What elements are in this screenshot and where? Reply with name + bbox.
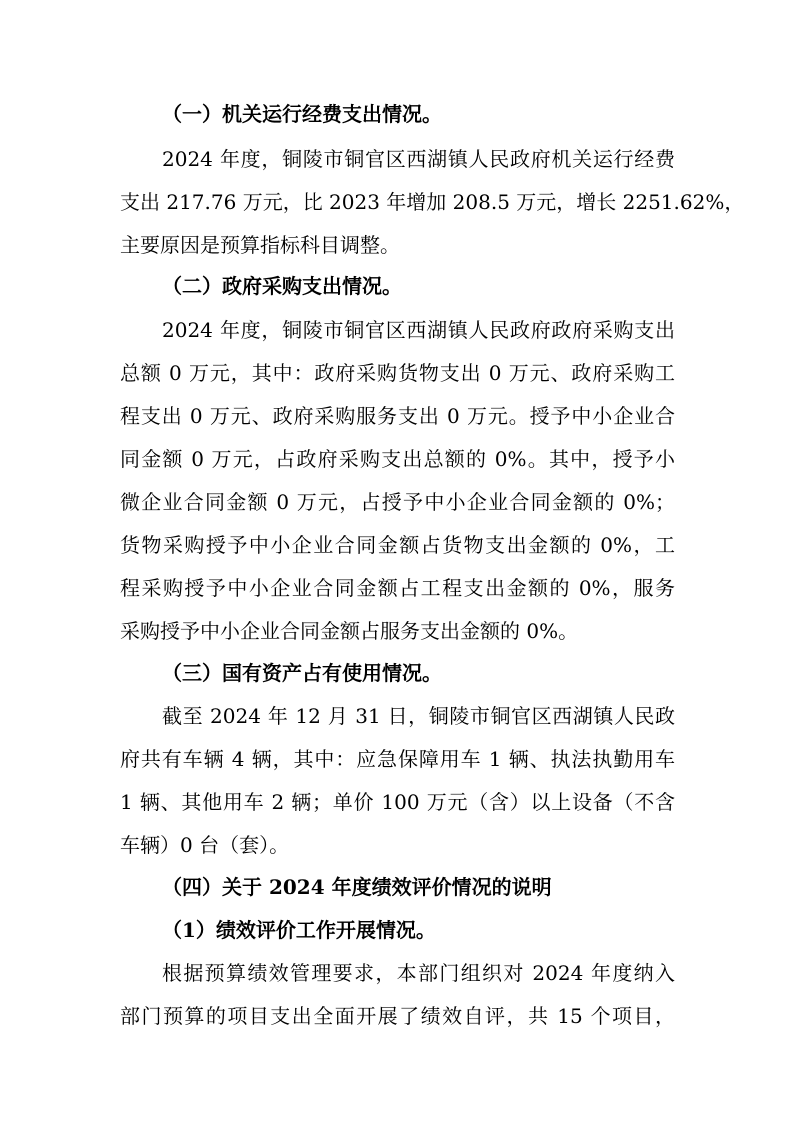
paragraph-line: 同金额 0 万元，占政府采购支出总额的 0%。其中，授予小 [120, 447, 675, 471]
paragraph-line: 程采购授予中小企业合同金额占工程支出金额的 0%，服务 [120, 576, 675, 600]
paragraph-line: 采购授予中小企业合同金额占服务支出金额的 0%。 [120, 619, 579, 643]
section-1-heading: （一）机关运行经费支出情况。 [162, 102, 442, 126]
paragraph-line: 部门预算的项目支出全面开展了绩效自评，共 15 个项目， [120, 1004, 675, 1028]
paragraph-line: 支出 217.76 万元，比 2023 年增加 208.5 万元，增长 2251.62%， [120, 190, 745, 214]
section-3-heading: （三）国有资产占有使用情况。 [162, 661, 442, 685]
paragraph-line: 根据预算绩效管理要求，本部门组织对 2024 年度纳入 [162, 961, 675, 985]
paragraph-line: 微企业合同金额 0 万元，占授予中小企业合同金额的 0%； [120, 490, 675, 514]
section-4-subheading: （1）绩效评价工作开展情况。 [162, 918, 436, 942]
paragraph-line: 1 辆、其他用车 2 辆；单价 100 万元（含）以上设备（不含 [120, 790, 675, 814]
paragraph-line: 车辆）0 台（套）。 [120, 833, 290, 857]
paragraph-line: 2024 年度，铜陵市铜官区西湖镇人民政府政府采购支出 [162, 318, 675, 342]
section-2-heading: （二）政府采购支出情况。 [162, 274, 402, 298]
paragraph-line: 截至 2024 年 12 月 31 日，铜陵市铜官区西湖镇人民政 [162, 704, 675, 728]
paragraph-line: 总额 0 万元，其中：政府采购货物支出 0 万元、政府采购工 [120, 361, 675, 385]
paragraph-line: 主要原因是预算指标科目调整。 [120, 233, 400, 257]
paragraph-line: 货物采购授予中小企业合同金额占货物支出金额的 0%，工 [120, 533, 675, 557]
paragraph-line: 府共有车辆 4 辆，其中：应急保障用车 1 辆、执法执勤用车 [120, 747, 675, 771]
section-4-heading: （四）关于 2024 年度绩效评价情况的说明 [162, 875, 552, 899]
paragraph-line: 程支出 0 万元、政府采购服务支出 0 万元。授予中小企业合 [120, 404, 675, 428]
paragraph-line: 2024 年度，铜陵市铜官区西湖镇人民政府机关运行经费 [162, 147, 675, 171]
